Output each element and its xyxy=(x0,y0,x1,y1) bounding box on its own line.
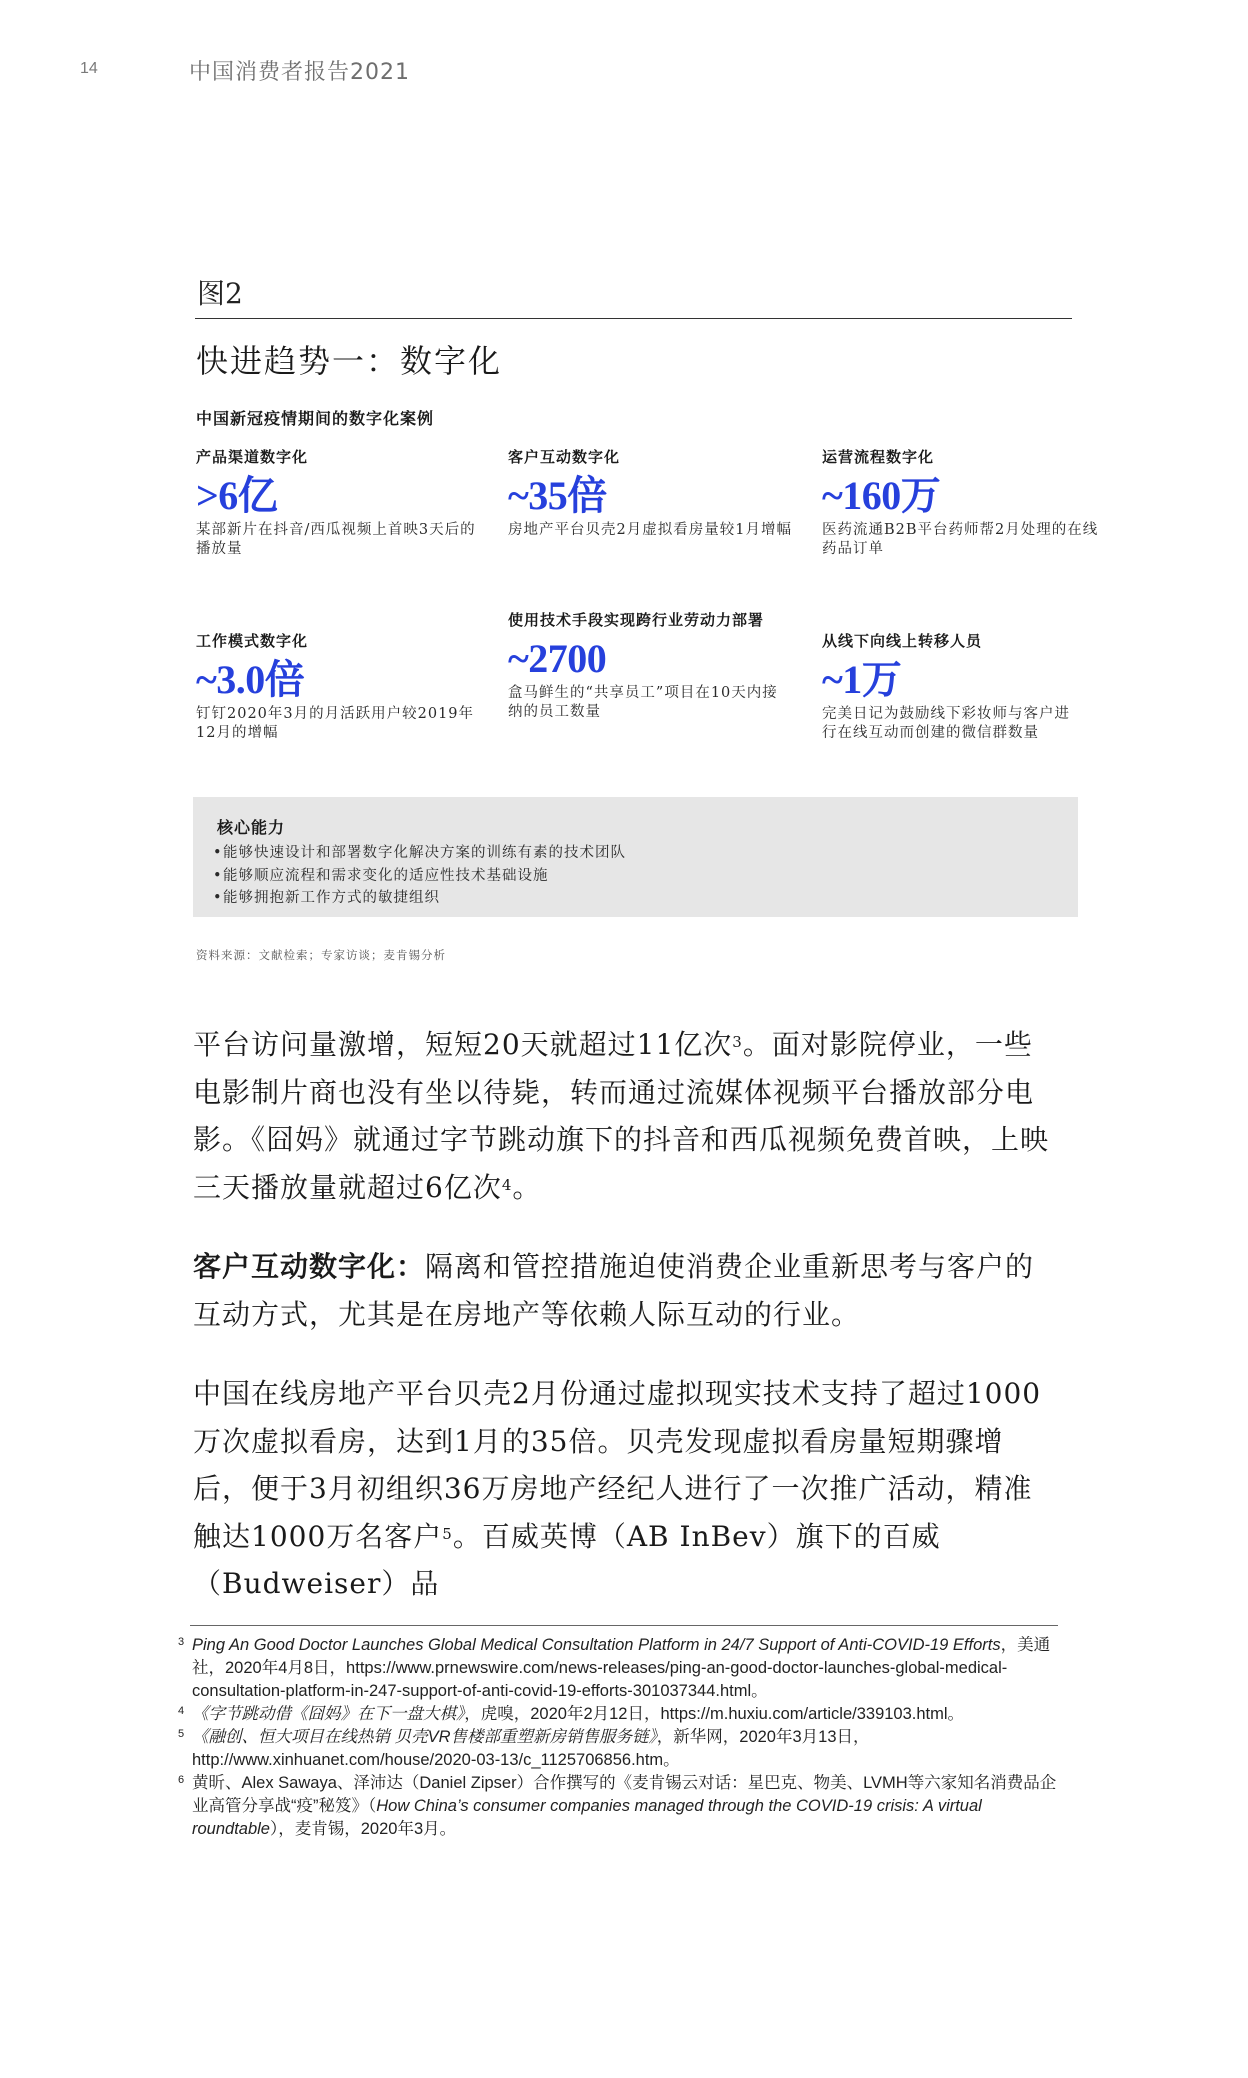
stat-value: ~2700 xyxy=(508,636,607,681)
footnote-title: Ping An Good Doctor Launches Global Medical Consultation Platform in 24/7 Support of Anti-COVID-19 Efforts xyxy=(192,1636,1001,1654)
stat-label: 运营流程数字化 xyxy=(822,448,935,466)
figure-subtitle: 中国新冠疫情期间的数字化案例 xyxy=(196,409,435,428)
stat-label: 产品渠道数字化 xyxy=(196,448,309,466)
list-item: •能够拥抱新工作方式的敏捷组织 xyxy=(213,887,626,910)
stat-label: 工作模式数字化 xyxy=(196,632,309,650)
core-capabilities-list xyxy=(213,842,626,910)
stat-desc: 某部新片在抖音/西瓜视频上首映3天后的播放量 xyxy=(196,522,476,557)
footnote xyxy=(178,1772,1058,1841)
bullet-icon: • xyxy=(213,890,223,906)
list-item: •能够顺应流程和需求变化的适应性技术基础设施 xyxy=(213,865,626,888)
core-capabilities-title: 核心能力 xyxy=(217,818,286,837)
footnote xyxy=(178,1703,1058,1726)
footnote-citation[interactable]: ，虎嗅，2020年2月12日，https://m.huxiu.com/article/339103.html。 xyxy=(464,1705,965,1723)
stat-label: 客户互动数字化 xyxy=(508,448,621,466)
stat-card xyxy=(196,447,486,559)
figure-label: 图2 xyxy=(197,277,243,310)
stat-card xyxy=(196,631,486,743)
footnote xyxy=(178,1634,1058,1703)
figure-title: 快进趋势一：数字化 xyxy=(196,342,503,380)
footnote-title: How China’s consumer companies managed through the COVID-19 crisis: A virtual roundtable xyxy=(192,1797,982,1838)
stat-value: ~35倍 xyxy=(508,473,607,518)
figure-divider xyxy=(195,318,1072,319)
list-item: •能够快速设计和部署数字化解决方案的训练有素的技术团队 xyxy=(213,842,626,865)
footnote-number: 5 xyxy=(178,1728,185,1740)
footnote-ref[interactable]: 4 xyxy=(501,1175,513,1194)
footnote-number: 3 xyxy=(178,1636,185,1648)
footnote-citation[interactable]: ，美通社，2020年4月8日，https://www.prnewswire.com/news-releases/ping-an-good-doctor-launches-global-medical-consultation-platform-in-247-support-of-anti-covid-19-efforts-301037344.html。 xyxy=(192,1636,1051,1700)
paragraph-lead: 客户互动数字化： xyxy=(193,1250,426,1283)
stat-card xyxy=(822,631,1082,743)
bullet-icon: • xyxy=(213,867,223,884)
running-title: 中国消费者报告2021 xyxy=(189,60,410,85)
footnote-citation: ），麦肯锡，2020年3月。 xyxy=(269,1820,457,1838)
stat-value: ~3.0倍 xyxy=(196,657,305,702)
footnote-authors: 黄昕、Alex Sawaya、泽沛达（Daniel Zipser）合作撰写的《麦肯锡云对话：星巴克、物美、LVMH等六家知名消费品企业高管分享战“疫”秘笈》（ xyxy=(192,1774,1057,1815)
footnote-title: 《融创、恒大项目在线热销 贝壳VR售楼部重塑新房销售服务链》 xyxy=(192,1728,657,1746)
stat-desc: 完美日记为鼓励线下彩妆师与客户进行在线互动而创建的微信群数量 xyxy=(822,706,1070,741)
stat-desc: 钉钉2020年3月的月活跃用户较2019年12月的增幅 xyxy=(196,706,475,741)
paragraph: 中国在线房地产平台贝壳2月份通过虚拟现实技术支持了超过1000万次虚拟看房，达到1月的35倍。贝壳发现虚拟看房量短期骤增后，便于3月初组织36万房地产经纪人进行了一次推广活动，精准触达1000万名客户$^5$。百威英博（AB InBev）旗下的百威（Budweiser）品 xyxy=(193,1377,1042,1600)
footnote xyxy=(178,1726,1058,1772)
page-number: 14 xyxy=(80,60,98,77)
stat-card xyxy=(508,447,798,540)
stat-label: 从线下向线上转移人员 xyxy=(822,632,983,650)
footnote-number: 6 xyxy=(178,1774,185,1786)
stat-card xyxy=(822,447,1112,559)
stat-card xyxy=(508,610,778,722)
footnote-title: 《字节跳动借《囧妈》在下一盘大棋》 xyxy=(192,1705,465,1723)
core-capabilities-box xyxy=(193,797,1078,917)
footnotes xyxy=(178,1634,1058,1841)
figure-source: 资料来源：文献检索；专家访谈；麦肯锡分析 xyxy=(196,948,446,962)
stat-value: ~160万 xyxy=(822,473,941,518)
footnote-ref[interactable]: 5 xyxy=(442,1524,453,1543)
footnote-ref[interactable]: 3 xyxy=(732,1033,743,1051)
stat-label: 使用技术手段实现跨行业劳动力部署 xyxy=(508,611,765,629)
footnote-divider xyxy=(190,1625,1058,1626)
bullet-icon: • xyxy=(213,845,223,861)
body-text xyxy=(193,1021,1061,1640)
footnote-number: 4 xyxy=(178,1705,185,1717)
stat-value: ~1万 xyxy=(822,657,902,702)
paragraph: 客户互动数字化：隔离和管控措施迫使消费企业重新思考与客户的互动方式，尤其是在房地产等依赖人际互动的行业。 xyxy=(193,1250,1035,1331)
paragraph: 平台访问量激增，短短20天就超过11亿次$^3$。面对影院停业，一些电影制片商也没有坐以待毙，转而通过流媒体视频平台播放部分电影。《囧妈》就通过字节跳动旗下的抖音和西瓜视频免费首映，上映三天播放量就超过6亿次$^4$。 xyxy=(193,1028,1050,1204)
stat-value: >6亿 xyxy=(196,473,278,518)
stat-desc: 医药流通B2B平台药师帮2月处理的在线药品订单 xyxy=(822,522,1099,557)
footnote-citation[interactable]: ，新华网，2020年3月13日，http://www.xinhuanet.com/house/2020-03-13/c_1125706856.htm。 xyxy=(192,1728,870,1769)
stat-desc: 房地产平台贝壳2月虚拟看房量较1月增幅 xyxy=(508,522,792,538)
stat-desc: 盒马鲜生的“共享员工”项目在10天内接纳的员工数量 xyxy=(508,685,778,720)
